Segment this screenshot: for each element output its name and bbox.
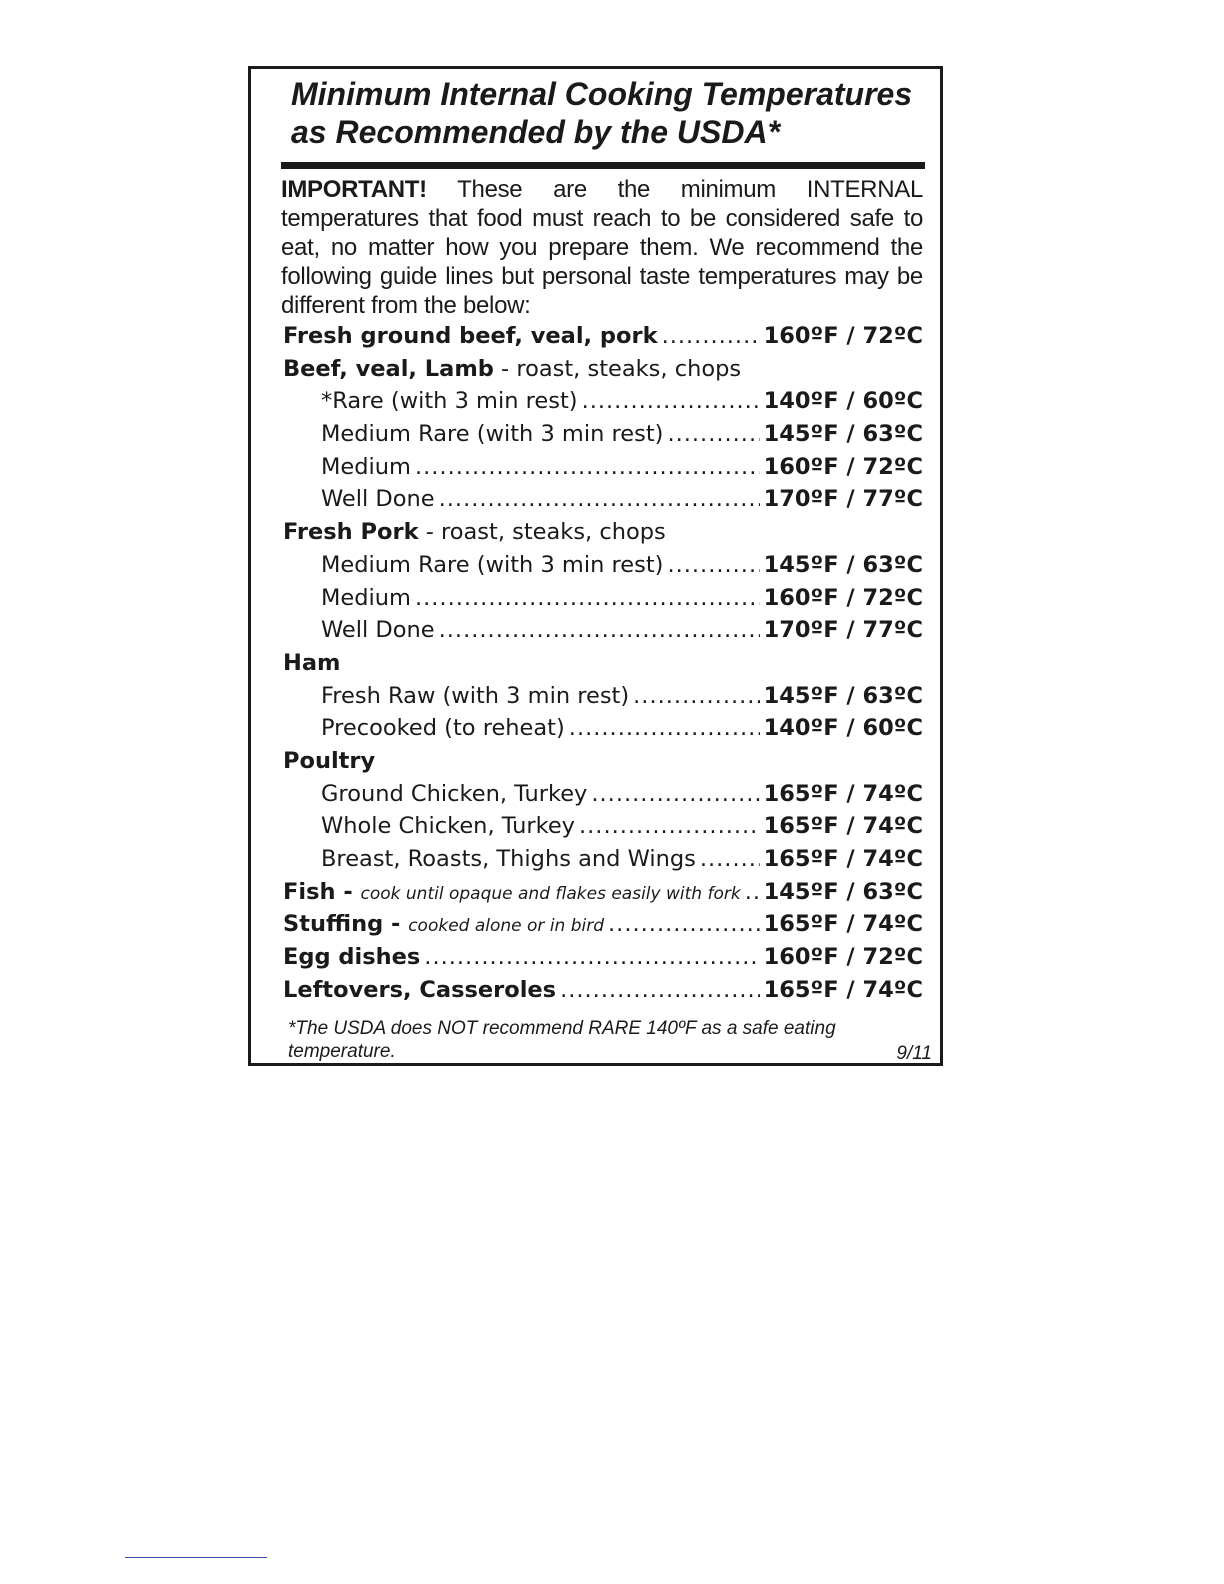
table-row — [283, 715, 923, 748]
row-temperature: 165ºF / 74ºC — [763, 780, 923, 807]
row-label — [283, 911, 604, 937]
dot-leader — [662, 323, 760, 349]
temperature-table — [283, 323, 923, 1009]
row-label — [321, 421, 663, 447]
row-label — [321, 846, 696, 872]
page-footer-rule — [125, 1557, 267, 1558]
dot-leader — [667, 421, 759, 447]
dot-leader — [569, 715, 760, 741]
dot-leader — [579, 813, 760, 839]
intro-paragraph — [281, 175, 923, 320]
row-temperature: 160ºF / 72ºC — [763, 453, 923, 480]
dot-leader — [415, 454, 760, 480]
row-label — [283, 748, 375, 774]
dot-leader — [560, 977, 760, 1003]
row-description: Medium — [321, 584, 411, 611]
table-row — [283, 911, 923, 944]
row-temperature: 160ºF / 72ºC — [763, 584, 923, 611]
row-category: Fresh ground beef, veal, pork — [283, 323, 658, 349]
table-row — [283, 356, 923, 389]
dot-leader — [439, 486, 760, 512]
row-label — [283, 650, 340, 676]
dot-leader — [633, 683, 759, 709]
table-row — [283, 977, 923, 1010]
row-category: Leftovers, Casseroles — [283, 976, 557, 1003]
intro-lead: IMPORTANT! — [281, 176, 427, 203]
title-line-2: as Recommended by the USDA* — [291, 114, 781, 150]
row-temperature: 140ºF / 60ºC — [763, 715, 923, 742]
row-temperature: 145ºF / 63ºC — [763, 878, 923, 905]
dot-leader — [415, 585, 760, 611]
table-row — [283, 650, 923, 683]
table-row — [283, 454, 923, 487]
row-temperature: 170ºF / 77ºC — [763, 617, 923, 644]
dot-leader — [608, 911, 760, 937]
row-description: *Rare (with 3 min rest) — [321, 388, 578, 415]
table-row — [283, 781, 923, 814]
row-label — [321, 715, 565, 741]
row-description: cooked alone or in bird — [408, 916, 605, 937]
temperature-card — [248, 66, 943, 1066]
row-temperature: 165ºF / 74ºC — [763, 813, 923, 840]
intro-text: These are the minimum INTERNAL temperatures that food must reach to be considered safe to eat, no matter how you prepare them. We recommend the following guide lines but personal taste temperatures may be different from the below: — [281, 176, 923, 319]
row-temperature: 160ºF / 72ºC — [763, 323, 923, 349]
row-temperature: 165ºF / 74ºC — [763, 976, 923, 1003]
row-label — [283, 356, 741, 382]
table-row — [283, 486, 923, 519]
row-label — [321, 388, 578, 414]
row-category: Beef, veal, Lamb — [283, 355, 494, 382]
row-label — [283, 944, 420, 970]
row-temperature: 160ºF / 72ºC — [763, 944, 923, 971]
table-row — [283, 421, 923, 454]
table-row — [283, 519, 923, 552]
dot-leader — [700, 846, 760, 872]
row-temperature: 165ºF / 74ºC — [763, 911, 923, 938]
row-label — [321, 617, 435, 643]
row-category: Stuffing - — [283, 911, 409, 938]
row-temperature: 145ºF / 63ºC — [763, 421, 923, 448]
row-category: Egg dishes — [283, 944, 421, 971]
table-row — [283, 585, 923, 618]
row-description: Breast, Roasts, Thighs and Wings — [321, 846, 696, 872]
title-line-1: Minimum Internal Cooking Temperatures — [291, 76, 913, 112]
dot-leader — [667, 552, 759, 578]
row-label — [283, 879, 741, 905]
dot-leader — [582, 388, 760, 414]
row-description: Whole Chicken, Turkey — [321, 813, 575, 840]
dot-leader — [745, 879, 760, 905]
row-label — [321, 552, 663, 578]
row-temperature: 165ºF / 74ºC — [763, 846, 923, 872]
row-label — [283, 519, 666, 545]
table-row — [283, 323, 923, 356]
row-category: Fresh Pork — [283, 519, 419, 546]
table-row — [283, 683, 923, 716]
table-row — [283, 748, 923, 781]
row-description: - roast, steaks, chops — [493, 355, 742, 382]
table-row — [283, 617, 923, 650]
row-temperature: 145ºF / 63ºC — [763, 682, 923, 709]
row-description: Medium Rare (with 3 min rest) — [321, 421, 664, 448]
row-description: Medium Rare (with 3 min rest) — [321, 551, 664, 578]
table-row — [283, 552, 923, 585]
title-divider — [281, 162, 925, 169]
table-row — [283, 944, 923, 977]
row-temperature: 170ºF / 77ºC — [763, 486, 923, 513]
row-description: Ground Chicken, Turkey — [321, 780, 588, 807]
row-description: Medium — [321, 453, 411, 480]
row-label — [321, 813, 575, 839]
row-description: Well Done — [321, 617, 435, 644]
row-category: Ham — [283, 649, 341, 676]
row-description: Precooked (to reheat) — [321, 715, 565, 742]
footnote: *The USDA does NOT recommend RARE 140ºF as a safe eating temperature. — [288, 1018, 836, 1062]
row-label — [321, 683, 629, 709]
row-description: - roast, steaks, chops — [418, 519, 666, 546]
row-temperature: 140ºF / 60ºC — [763, 388, 923, 415]
row-category: Fish - — [283, 878, 361, 905]
row-label — [283, 323, 658, 349]
row-label — [283, 977, 556, 1003]
table-row — [283, 813, 923, 846]
dot-leader — [439, 617, 760, 643]
row-description: Well Done — [321, 486, 435, 513]
row-label — [321, 585, 411, 611]
row-description: Fresh Raw (with 3 min rest) — [321, 682, 630, 709]
card-title — [291, 75, 941, 151]
row-label — [321, 486, 435, 512]
revision-date: 9/11 — [896, 1043, 932, 1064]
dot-leader — [424, 944, 759, 970]
dot-leader — [591, 781, 759, 807]
table-row — [283, 388, 923, 421]
row-description: cook until opaque and flakes easily with fork — [360, 883, 741, 904]
row-label — [321, 781, 587, 807]
row-category: Poultry — [283, 747, 376, 774]
row-temperature: 145ºF / 63ºC — [763, 551, 923, 578]
row-label — [321, 454, 411, 480]
table-row — [283, 879, 923, 912]
table-row — [283, 846, 923, 879]
